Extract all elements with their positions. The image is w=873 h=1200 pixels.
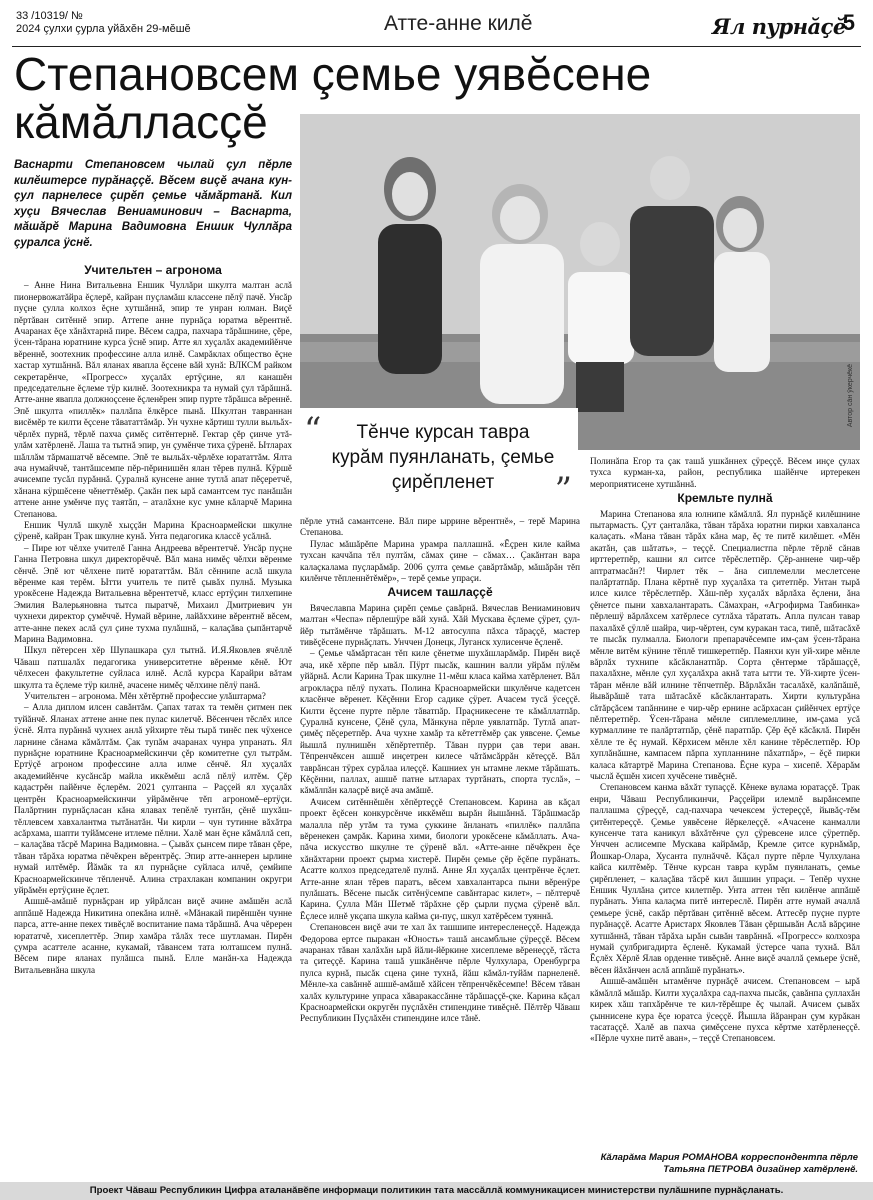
subheading-teacher-agronomist: Учительтен – агронома bbox=[84, 263, 222, 277]
footer-banner: Проект Чăваш Республикин Цифра аталанăвĕпе информаци политикин тата массăллă коммуникацисен министерстви пулăшнипе пурнăçланать. bbox=[0, 1182, 873, 1200]
paragraph: Ашшĕ-амăшĕ пурнăçран ир уйрăлсан виçĕ ачине амăшĕн аслă аппăшĕ Надежда Никитина опекăна илнĕ. «Мăнакай пирĕншĕн чунне парса, атте-анне пекех тивĕçлĕ воспитание пама тăрăшнă. Ача чĕререн юрататчĕ, хисеплеттĕр. Эпир хамăра тăлăх тесе шутламан. Пирĕн çумра асаттеле асанне, кукамай, тăвансем тата юлташсем пулнă. Вĕсем пире яланах пулăшса пынă. Елле манăн-ха Надежда Витальевнăна шкула bbox=[14, 896, 292, 975]
paragraph: пĕрле утнă самантсене. Вăл пире ыррине вĕрентнĕ», – терĕ Марина Степанова. bbox=[300, 516, 580, 538]
family-photo-illustration bbox=[300, 114, 860, 450]
paragraph: – Алла диплом илсен савăнтăм. Çапах татах та темĕн çитмен пек туйăнчĕ. Яланах аттене анне пек пулас килетчĕ. Вĕсенчен тĕслĕх илсе ÿснĕ. Ялта пурăннă чухнех анлă уйхирте тĕы тырă тинĕс пек чÿхенсе ларнине сăнама кăмăлтăм. Çак тупăм ачаранах чунра упранать. Ял пурнăçне юратнине Красноармейскинчи çĕр комитетне çул тытрăм. Ертÿçĕ агроном профессине алла илме сĕнчĕ. Ял хуçалăх академийĕнче кусăнсăр майла иккĕмĕш аслă пĕлÿ илтĕм. Çĕр кадастрĕн пайĕнче ĕçлерĕм. 2021 çултанпа – Раççей ял хуçалăх центрĕн Красноармейскинчи уйрăмĕнче тĕп агрономĕ–ертÿçи. Палăртнин пурнăçласан кăна ялавах тепĕлĕ тунтăн, çĕнĕ шухăш-тĕллевсем хавхалантма тытăнатăн. Чи кирли – чун тутинне вăхăтра асăрхама, шапти туйăмсене итлеме пĕлни. Халĕ ман ĕçне кăмăллă сеп, – калаçăва тăсрĕ Марина Вадимовна. – Çывăх çынсем пире тăван çĕре, тăван тăрăха юратма пĕчĕкрен вĕрентрĕç. Эпир атте-аннерен ырлине нумай илтĕмĕр. Йăмăк та ял пурнăçне суйласа илчĕ, çемйипе Красноармейскинче тĕпленчĕ. Алина страхлакан компанин округри уйрăмĕн ертÿçине ĕçлет. bbox=[14, 702, 292, 895]
paragraph: Марина Степанова яла юлнипе кăмăллă. Ял пурнăçĕ килĕшнине пытармасть. Çут çанталăка, тăван тăрăха юратни пирки хавхаланса калаçать. «Мана тăван тăрăх кăна мар, ĕç те питĕ килĕшет. «Мĕн акатăн, çав шăтать», – теççĕ. Специалистпа пĕрле тĕрлĕ сăнав ирттеретпĕр, кашни ял ситсе тĕрĕслетпĕр. Çĕр-аннене чир-чĕр аптратмасăн?! Чирлет тĕк – ăна сиплемелли меслетсене палăртатпăр. Плана кĕртнĕ пур хуçалăха та çитетпĕр. Унтан тырă илсе килсе тĕрĕслетпĕр. Хăш-пĕр хуçалăх вăрлăха ĕçлени, ăна çĕнетсе пыни хавхалантарать. Сăмахран, «Агрофирма Таябинка» пĕрлешÿ вăрлăхсем хатĕрлесе сутлăха тăратать. Апла пулсан тавар пахалăхĕ çÿллĕ шайра, чир-чĕртен, сум куракан таса, типĕ, шăтасăхĕ те пысăк пулмалла. Биологи препарачĕсемпе им-çам ÿсен-тăрана мĕнле витĕм кÿнине тĕплĕ тишкеретпĕр. Паянхи кун уй-хире мĕнле вăрлăх тухнипе кăсăкланатпăр. Сорта çĕнтерме тăрăшаççĕ, пахалăхне, мĕнле çул хуçалăхра акнă тата ытти те. Уй-хирте ÿсен-тăран мĕнле вăй илнине тĕпчетпĕр. Вăрлăхăн тасалăхĕ, калăпăшĕ, йывăрăшĕ тата шăтасăхĕ кăсăклантарать. Хирти культурăна сăтăрçăсем тапăннине е чир-чĕр ернине асăрхасан çийĕнчех ертÿçе пĕлтеретпĕр. Ÿсен-тăрана мĕнле сиплемеллине, им-çама усă курмаллине те палăртатпăр, çĕнĕ паратпăр. Çĕр ĕçĕ кăсăклă. Пирĕн хĕлле те ĕç нумай. Кĕрхисем мĕнле хĕл канине тĕрĕслетпĕр. Юр хуплăнăшне, кампасем пăрпа хупланнине пăхатпăр», – ĕçĕ пирки каласа кăтартрĕ Марина Степанова. Ĕçне кура – хисепĕ. Хĕрарăм чыслă ĕçшĕн хисеп хучĕсене тивĕçнĕ. bbox=[590, 508, 860, 781]
close-quote-icon: ” bbox=[554, 470, 572, 510]
article-headline: Степановсем çемье уявĕсене кăмăлласçĕ bbox=[14, 48, 652, 148]
section-title: Атте-анне килĕ bbox=[384, 12, 533, 35]
byline-designer: Татьяна ПЕТРОВА дизайнер хатĕрленĕ. bbox=[663, 1164, 858, 1175]
photo-credit: Автор сăн ÿкерчĕкĕ bbox=[847, 364, 854, 428]
paragraph: Вячеславпа Марина çирĕп çемье çавăрнă. Вячеслав Вениаминович малтан «Чеспа» пĕрлешÿре вăй хунă. Хăй Мускава ĕçлеме çÿрет, çул-йĕр тытăмĕнче тăрăшать. М-12 автосулпа пăхса тăраççĕ, мастер тивĕçĕсене пурнăçлать. Унччен Донецк, Луганск хулисенче ĕçленĕ. bbox=[300, 602, 580, 648]
paragraph: – Анне Нина Витальевна Еншик Чуллăри шкулта малтан аслă пионервожатăйра ĕçлерĕ, кайран пуçламăш класcене пĕлÿ пачĕ. Унсăр пуçне çулла колхоз ĕçне хутшăннă, эпир те унран юлман. Виçĕ пĕртăван ситĕннĕ эпир. Аттепе анне пурнăçа юратма вĕрентнĕ. Ачаранах ĕçе хăнăхтарнă пире. Вĕсем садра, пахчара тăрăшнине, çĕре, ÿсен-тăрана юратнине курса ÿснĕ эпир. Атте ял хуçалăх академийĕнче вĕреннĕ, зоотехник профессине алла илнĕ. Самрăклах общество ĕçне хастар хутшăннă. Вăл яланах явапла ĕçсене вăй хунă: ВЛКСМ райком секретарĕнче, «Прогресс» хуçалăх ертÿçине, ял канашĕн председательне ĕçлеме тÿр килнĕ. Зоотехникра та нумай çул тăрăшнă. Атте-анне явапла должноçсене ĕçленĕрен эпир пурте тăрăшса вĕреннĕ. Эпĕ шкулта «пиллĕк» паллăпа ĕлкĕрсе пынă. Шкултан тавраннан висĕмĕр те килти ĕçсене тăвататтăмăр. Ун чухне кăртиш тулли выльăх-чĕрлĕх пурнă, тĕрлĕ пахча çимĕç ситĕнтернĕ. Гектар çĕр çинче утă-улăм хатĕрленĕ. Лаша та тытнă эпир, ун çумĕнче тиха çÿренĕ. Ытларах шăллăм тăрмашатчĕ вĕсемпе. Эпĕ те выльăх-чĕрлĕхе юрататтăм. Ялта ача нумайччĕ, тантăшсемпе пĕр-пĕринишĕн ялан тĕрев пулнă. Кÿршĕ ачисемпе тусăл пурăннă. Çуралнă кунсене анне тутлă апат пĕçеретчĕ, хăнана кÿршĕсене чĕнеттĕмĕр. Çакăн пек ырă самантсем тус панăшăн аттене анне умĕнче пуç таятăп, – аталăхне кус умне кăларчĕ Марина Степанова. bbox=[14, 280, 292, 519]
paragraph: – Çемье чăмăртасан тĕп киле çĕнетме шухăшларăмăр. Пирĕн виçĕ ача, икĕ хĕрпе пĕр ывăл. Пÿрт пысăк, кашнин валли уйрăм пÿлĕм уйăрнă. Асли Карина Трак шкулне 11-мĕш класа кайма хатĕрленет. Вăл агроклаçра пĕлÿ пухать. Полина Красноармейски шкулĕнче кадетсен класĕнче вĕренет. Кĕçĕнни Егор садике çÿрет. Ачасем тусă ÿсеççĕ. Килти ĕçсене пурте пĕрле тăватпăр. Праçникесене те кăмăллатпăр. Çуралнă кунсене, Çĕнĕ çула, Мăнкуна пĕрле уявлатпăр. Тутлă апат-çимĕç пĕçеретпĕр. Ача чухне хамăр та кĕтеттĕмĕр çак уявсене. Çемье йышлă пулнишĕн хĕпĕртетпĕр. Тăван пурри çав тери аван. Тĕпренчĕксен ашшĕ инçетрен килесе чăтăмсăррăн кĕтеççĕ. Вăл таврăнсан тÿрех сурăлаа илеççĕ. Кашниех ун ытамне лекме тăрăшать. Кĕçĕнни, паллах, ашшĕ патне ытларах туртăнать, спорта туслă», – кăмăлпăн калаçрĕ виçĕ ача амăшĕ. bbox=[300, 648, 580, 796]
paragraph: Степановсем канма вăхăт тупаççĕ. Кĕнеке вулама юратаççĕ. Трак енри, Чăваш Республикинчи, Раççейри илемлĕ вырăнсемпе паллашма çÿреççĕ, сад-пахчара чечексем ÿстереççĕ, йывăç-тĕм çитĕнтереççĕ. Çемье уявĕсене йĕркелеççĕ. «Ачасене канмалли кунсенче тата каникул вăхăтĕнче çул çÿревсене илсе çÿретпĕр. Унччен аслисемпе Мускава кайрăмăр, Кремле çитсе курнăмăр, Йошкар-Олара, Хусанта пулнăччĕ. Кăçал пурте пĕрле Чулхулана кайса килтĕмĕр. Тĕнче курсан тавра курăм пуянланать, çемье çирĕпленет, – калаçăва тăсрĕ кил ăшшин упраçи. – Тепĕр чухне Еншик Чуллăна çитсе килетпĕр. Унта аттен тĕп килĕнче аппăшĕ пурăнать. Унпа калаçма питĕ интереслĕ. Пирĕн атте нумай ачаллă çемьере ÿснĕ, сакăр пĕртăван çитĕннĕ вĕсем. Аттесĕр пуçне пурте пурăнаççĕ. Асатте Аристарх Яковлев Тăван çĕршывăн Аслă вăрçине хутшăннă, тăван тăрăха ырăн сывăн таврăннă. «Прогресс» колхозра нумай çулбригадирта ĕçленĕ. Кукамай ÿстерсе чапа тухнă. Вăл Ĕçлĕх Хĕрлĕ Ялав орденне тивĕçнĕ. Анне виçĕ ачаллă çемьере ÿснĕ, вĕсен йăхăнчен аслă аппăшĕ пурăнать». bbox=[590, 782, 860, 975]
paragraph: Ачисем ситĕннĕшĕн хĕпĕртеççĕ Степановсем. Карина ав кăçал проект ĕçĕсен конкурсĕнче иккĕмĕш вырăн йышăннă. Тăрăшмасăр малалла пĕр утăм та тума çуккине ăнланать «пиллĕк» паллăпа вĕренекен çамрăк. Карина хими, биологи урокĕсене кăмăллать. Ача-пăча искусство шкулне те çÿренĕ вăл. «Атте-анне пĕчĕкрен ĕçе хăнăхтарни проект çырма хистерĕ. Пирĕн çемье çĕр ĕçĕпе пурăнать. Асатте колхоз председателĕ пулнă. Анне Ял хуçалăх центрĕнче ĕçлет. Атте-анне ялан тĕрев паратъ, вĕсем хавхалантарса пыни вĕренÿре пулăшать. Вĕсене пысăк ситĕнÿсемпе савăнтарас килет», – пĕлтерчĕ Карина. Çулла Мăн Шетмĕ тăрăхне çĕр çырли пуçма çÿренĕ вăл. Ĕçлесе илнĕ укçапа шкула кайма çи-пуç, шкул хатĕрĕсем туяннă. bbox=[300, 796, 580, 921]
open-quote-icon: “ bbox=[304, 410, 322, 450]
paragraph: Степановсен виçĕ ачи те хал ăх ташшипе интересленеççĕ. Надежда Федорова ертсе пыракан «Юность» ташă ансамбльне çÿреççĕ. Вĕсем ачаранах тăван халăхăн ырă йăли-йĕркине хисеплеме вĕренеççĕ, тăста та çитеççĕ. Карина ташă ушкăнĕнче пĕрле Чулхулара, Оренбургра пулса курнă, пысăк сцена çине тухнă, йăш кăмăл-туйăм парнеленĕ. Мĕнле-ха савăннĕ ашшĕ-амăшĕ хăйсен тĕпренчĕкĕсемпе! Вĕсем тăван халăх культурине упраса хăваракассăнне тăрăшаççĕ-çке. Карина кăçал Красноармейски округĕн пуçлăхĕн стипендине тивĕçнĕ. Пĕлтĕр Чăваш Республикин Пуçлăхĕн стипендине илсе тăнĕ. bbox=[300, 922, 580, 1024]
pull-quote-text: Тĕнче курсан тавра курăм пуянланать, çемье çирĕпленет bbox=[331, 422, 555, 493]
page-number: 5 bbox=[842, 10, 855, 35]
family-photo bbox=[300, 114, 860, 450]
paragraph: Еншик Чуллă шкулĕ хыççăн Марина Красноармейски шкулне çÿренĕ, кайран Трак шкулне кунă. Унта педагогика классĕ усăлнă. bbox=[14, 519, 292, 542]
byline-author: Кăларăма Мария РОМАНОВА корреспондентпа пĕрле bbox=[600, 1152, 858, 1163]
paragraph: Пулас мăшăрĕпе Марина урамра паллашнă. «Ĕçрен киле кайма тухсан каччăпа тĕл пултăм, сăмах çине – сăмах… Çакăнтан вара калаçкалама пуçларăмăр. 2006 çулта çемье çавăртăмăр, мăшăрăн тĕп килĕнче тĕпленнĕтĕмĕр», – терĕ çемье упраçи. bbox=[300, 538, 580, 584]
paragraph: Полинăпа Егор та çак ташă ушкăннех çÿреççĕ. Вĕсем инçе çулах тухса курман-ха, район, республика шайĕнче иртерекен мероприятисене хутшăннă. bbox=[590, 456, 860, 489]
issue-date: 2024 çулхи çурла уйăхĕн 29-мĕшĕ bbox=[16, 23, 191, 35]
paragraph: Ашшĕ-амăшĕн ытамĕнче пурнăçĕ ачисем. Степановсем – ырă кăмăллă мăшăр. Килти хуçалăхра сад-пахча пысăк, çавăнпа çуллахăн кирек хăш тапхăрĕнче те кил-тĕрĕшре ĕç чылай. Ачисем çывăх çыннисене кура ĕçе юратса ÿсеççĕ. Йышла йăранран çум курăкан тасатаççĕ. Халĕ ав пахча çимĕçсене пухса кĕртме хатĕрленеççĕ. «Пĕрле чухне питĕ аван», – теççĕ Степановсем. bbox=[590, 976, 860, 1044]
article-column-1 bbox=[14, 262, 292, 1138]
page-header bbox=[12, 6, 861, 47]
pull-quote bbox=[300, 408, 578, 510]
paragraph: Шкул пĕтерсен хĕр Шупашкара çул тытнă. И.Я.Яковлев ячĕллĕ Чăваш патшалăх педагогика университетне вĕренме кĕнĕ. Ют чĕлхесен факультетне суйласа илнĕ. Аслă курсра Карайри вăтам шкулта та ĕçлеме тÿр килнĕ, ачасене нимĕç чĕлхине пĕлÿ панă. bbox=[14, 645, 292, 690]
subheading-children-dance: Ачисем ташлаççĕ bbox=[387, 585, 493, 600]
paragraph: Учительтен – агронома. Мĕн хĕтĕртнĕ профессие улăштарма? bbox=[24, 691, 266, 702]
issue-info bbox=[16, 10, 191, 36]
issue-number: 33 /10319/ № bbox=[16, 10, 83, 22]
paragraph: – Пире ют чĕлхе учителĕ Ганна Андреева вĕрентетчĕ. Унсăр пуçне Ганна Петровна шкул директорĕччĕ. Вăл мана нимĕç чĕлхи вĕренме сĕнчĕ. Эпĕ ют чĕлхене питĕ юрататтăм. Вăл сĕннипе аслă шкула вĕренме кая терĕм. Ытти учитель те питĕ çывăх пулнă. Музыка урокĕсене Надежда Витальевна вĕрентетчĕ, класс ертÿçин тилхепине Эмилия Валерьяновна тытса пыратчĕ, Михаил Дмитриевич ун чухнехи директор çумĕччĕ. Нумай вĕрине, лайăххине вĕрентнĕ вĕсем, атте-анне пекех аслă çул çине тухма пулăшнă, – калаçăва çыпăнтарчĕ Марина Вадимовна. bbox=[14, 542, 292, 644]
article-byline bbox=[590, 1152, 858, 1176]
newspaper-logo: Ял пурнăçĕ bbox=[712, 14, 846, 39]
article-column-2 bbox=[300, 516, 580, 1178]
subheading-kremlin: Кремльте пулнă bbox=[677, 491, 773, 506]
article-lead: Васнарти Степановсем чылай çул пĕрле килĕштерсе пурăнаççĕ. Вĕсем виçĕ ачана кун-çул парнелесе çирĕп çемье чăмăртанă. Кил хуçи Вячеслав Вениаминович – Васнарта, мăшăрĕ Марина Вадимовна Еншик Чуллăра çуралса ÿснĕ. bbox=[14, 159, 292, 249]
article-column-3 bbox=[590, 456, 860, 1178]
